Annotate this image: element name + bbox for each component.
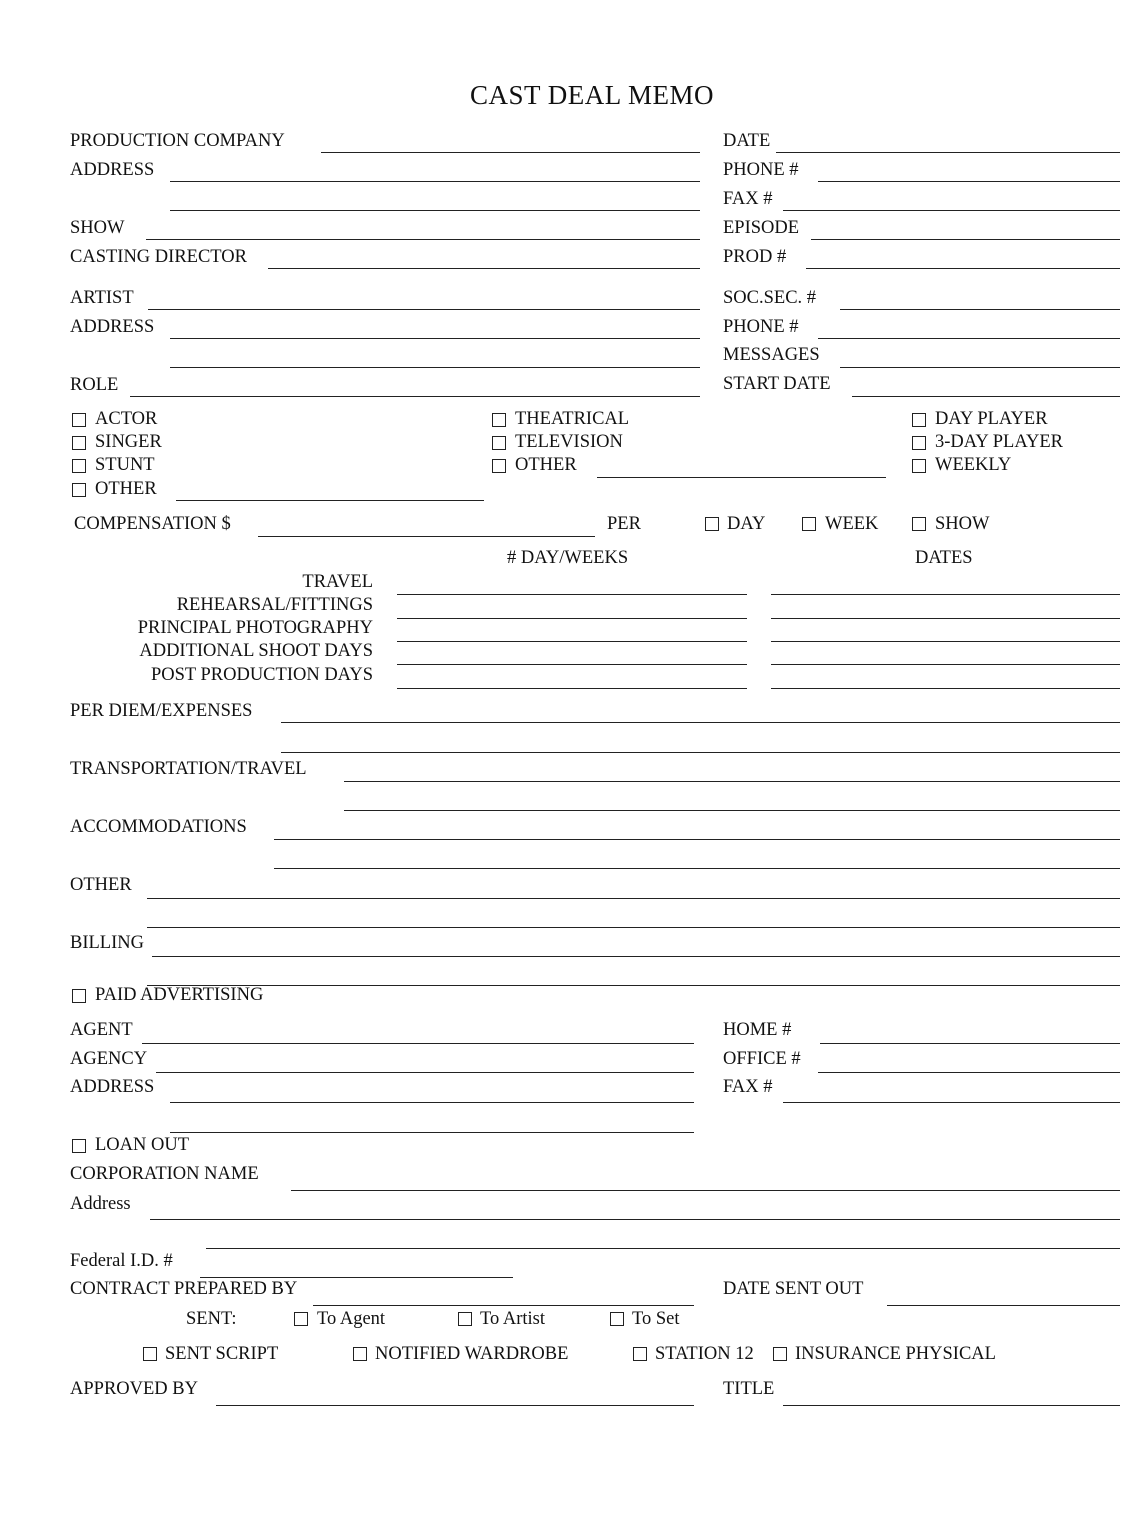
per-week-checkbox[interactable]: [802, 517, 816, 531]
start-date-label: START DATE: [723, 374, 831, 394]
sent-to-artist-label: To Artist: [480, 1309, 546, 1329]
sent-to-set-checkbox[interactable]: [610, 1312, 624, 1326]
principal-photography-days-field[interactable]: [397, 641, 747, 642]
corporation-name-label: CORPORATION NAME: [70, 1164, 259, 1184]
other-media-field[interactable]: [597, 477, 886, 478]
compensation-field[interactable]: [258, 536, 595, 537]
episode-field[interactable]: [811, 239, 1120, 240]
contract-prepared-by-label: CONTRACT PREPARED BY: [70, 1279, 298, 1299]
prod-number-label: PROD #: [723, 247, 787, 267]
sent-to-agent-label: To Agent: [317, 1309, 386, 1329]
per-label: PER: [607, 514, 641, 534]
singer-label: SINGER: [95, 432, 162, 452]
approved-title-label: TITLE: [723, 1379, 775, 1399]
actor-checkbox[interactable]: [72, 413, 86, 427]
travel-days-field[interactable]: [397, 594, 747, 595]
production-phone-label: PHONE #: [723, 160, 799, 180]
messages-label: MESSAGES: [723, 345, 820, 365]
singer-checkbox[interactable]: [72, 436, 86, 450]
three-day-player-label: 3-DAY PLAYER: [935, 432, 1063, 452]
rehearsal-days-field[interactable]: [397, 618, 747, 619]
sent-script-checkbox[interactable]: [143, 1347, 157, 1361]
other-media-checkbox[interactable]: [492, 459, 506, 473]
per-week-label: WEEK: [825, 514, 879, 534]
artist-field[interactable]: [148, 309, 700, 310]
soc-sec-label: SOC.SEC. #: [723, 288, 817, 308]
dates-header: DATES: [915, 548, 973, 568]
production-company-label: PRODUCTION COMPANY: [70, 131, 285, 151]
insurance-physical-label: INSURANCE PHYSICAL: [795, 1344, 996, 1364]
agent-fax-label: FAX #: [723, 1077, 773, 1097]
post-production-days-field[interactable]: [397, 688, 747, 689]
actor-label: ACTOR: [95, 409, 158, 429]
per-diem-field-2[interactable]: [281, 752, 1120, 753]
other-media-label: OTHER: [515, 455, 577, 475]
television-checkbox[interactable]: [492, 436, 506, 450]
rehearsal-dates-field[interactable]: [771, 618, 1120, 619]
day-player-checkbox[interactable]: [912, 413, 926, 427]
travel-label: TRAVEL: [302, 572, 373, 592]
station-12-label: STATION 12: [655, 1344, 754, 1364]
stunt-checkbox[interactable]: [72, 459, 86, 473]
other-role-checkbox[interactable]: [72, 483, 86, 497]
agent-label: AGENT: [70, 1020, 133, 1040]
corporation-address-field-1[interactable]: [150, 1219, 1120, 1220]
artist-address-field-1[interactable]: [170, 338, 700, 339]
date-sent-out-label: DATE SENT OUT: [723, 1279, 864, 1299]
transportation-field-1[interactable]: [344, 781, 1120, 782]
other-terms-field-1[interactable]: [147, 898, 1120, 899]
per-show-label: SHOW: [935, 514, 990, 534]
notified-wardrobe-checkbox[interactable]: [353, 1347, 367, 1361]
agent-field[interactable]: [142, 1043, 694, 1044]
per-show-checkbox[interactable]: [912, 517, 926, 531]
corporation-name-field[interactable]: [291, 1190, 1120, 1191]
sent-to-set-label: To Set: [632, 1309, 680, 1329]
agent-office-label: OFFICE #: [723, 1049, 801, 1069]
artist-phone-field[interactable]: [818, 338, 1120, 339]
sent-label: SENT:: [186, 1309, 237, 1329]
station-12-checkbox[interactable]: [633, 1347, 647, 1361]
messages-field[interactable]: [840, 367, 1120, 368]
per-day-label: DAY: [727, 514, 766, 534]
billing-field-2[interactable]: [147, 985, 1120, 986]
notified-wardrobe-label: NOTIFIED WARDROBE: [375, 1344, 569, 1364]
sent-script-label: SENT SCRIPT: [165, 1344, 279, 1364]
production-phone-field[interactable]: [818, 181, 1120, 182]
day-player-label: DAY PLAYER: [935, 409, 1048, 429]
post-production-label: POST PRODUCTION DAYS: [150, 665, 373, 685]
additional-shoot-dates-field[interactable]: [771, 664, 1120, 665]
billing-field-1[interactable]: [152, 956, 1120, 957]
sent-to-artist-checkbox[interactable]: [458, 1312, 472, 1326]
other-role-label: OTHER: [95, 479, 157, 499]
casting-director-label: CASTING DIRECTOR: [70, 247, 247, 267]
agent-office-field[interactable]: [818, 1072, 1120, 1073]
prod-number-field[interactable]: [806, 268, 1120, 269]
per-diem-label: PER DIEM/EXPENSES: [70, 701, 253, 721]
approved-by-label: APPROVED BY: [70, 1379, 198, 1399]
loan-out-checkbox[interactable]: [72, 1139, 86, 1153]
artist-label: ARTIST: [70, 288, 134, 308]
agent-address-field-2[interactable]: [170, 1132, 694, 1133]
other-terms-label: OTHER: [70, 875, 132, 895]
agent-address-label: ADDRESS: [70, 1077, 155, 1097]
television-label: TELEVISION: [515, 432, 623, 452]
stunt-label: STUNT: [95, 455, 155, 475]
paid-advertising-label: PAID ADVERTISING: [95, 985, 264, 1005]
artist-address-label: ADDRESS: [70, 317, 155, 337]
agent-home-label: HOME #: [723, 1020, 792, 1040]
weekly-checkbox[interactable]: [912, 459, 926, 473]
artist-phone-label: PHONE #: [723, 317, 799, 337]
agent-fax-field[interactable]: [783, 1102, 1120, 1103]
production-address-field-2[interactable]: [170, 210, 700, 211]
episode-label: EPISODE: [723, 218, 800, 238]
agency-field[interactable]: [156, 1072, 694, 1073]
corporation-address-label: Address: [70, 1194, 131, 1214]
accommodations-field-1[interactable]: [274, 839, 1120, 840]
production-fax-field[interactable]: [783, 210, 1120, 211]
soc-sec-field[interactable]: [840, 309, 1120, 310]
federal-id-label: Federal I.D. #: [70, 1251, 173, 1271]
theatrical-label: THEATRICAL: [515, 409, 630, 429]
production-company-field[interactable]: [321, 152, 700, 153]
compensation-label: COMPENSATION $: [74, 514, 231, 534]
three-day-player-checkbox[interactable]: [912, 436, 926, 450]
production-address-label: ADDRESS: [70, 160, 155, 180]
start-date-field[interactable]: [852, 396, 1120, 397]
casting-director-field[interactable]: [268, 268, 700, 269]
show-label: SHOW: [70, 218, 125, 238]
weekly-label: WEEKLY: [935, 455, 1012, 475]
role-label: ROLE: [70, 375, 119, 395]
approved-by-field[interactable]: [216, 1405, 694, 1406]
page-title: CAST DEAL MEMO: [470, 80, 715, 110]
role-field[interactable]: [130, 396, 700, 397]
date-field[interactable]: [776, 152, 1120, 153]
travel-dates-field[interactable]: [771, 594, 1120, 595]
artist-address-field-2[interactable]: [170, 367, 700, 368]
per-day-checkbox[interactable]: [705, 517, 719, 531]
paid-advertising-checkbox[interactable]: [72, 989, 86, 1003]
date-label: DATE: [723, 131, 771, 151]
additional-shoot-label: ADDITIONAL SHOOT DAYS: [139, 641, 373, 661]
additional-shoot-days-field[interactable]: [397, 664, 747, 665]
billing-label: BILLING: [70, 933, 144, 953]
contract-prepared-by-field[interactable]: [313, 1305, 694, 1306]
principal-photography-label: PRINCIPAL PHOTOGRAPHY: [137, 618, 373, 638]
accommodations-label: ACCOMMODATIONS: [70, 817, 247, 837]
corporation-address-field-2[interactable]: [206, 1248, 1120, 1249]
transportation-field-2[interactable]: [344, 810, 1120, 811]
sent-to-agent-checkbox[interactable]: [294, 1312, 308, 1326]
rehearsal-label: REHEARSAL/FITTINGS: [176, 595, 373, 615]
accommodations-field-2[interactable]: [274, 868, 1120, 869]
date-sent-out-field[interactable]: [887, 1305, 1120, 1306]
insurance-physical-checkbox[interactable]: [773, 1347, 787, 1361]
per-diem-field-1[interactable]: [281, 722, 1120, 723]
show-field[interactable]: [146, 239, 700, 240]
other-role-field[interactable]: [176, 500, 484, 501]
production-fax-label: FAX #: [723, 189, 773, 209]
principal-photography-dates-field[interactable]: [771, 641, 1120, 642]
post-production-dates-field[interactable]: [771, 688, 1120, 689]
production-address-field-1[interactable]: [170, 181, 700, 182]
agency-label: AGENCY: [70, 1049, 148, 1069]
theatrical-checkbox[interactable]: [492, 413, 506, 427]
agent-address-field-1[interactable]: [170, 1102, 694, 1103]
agent-home-field[interactable]: [820, 1043, 1120, 1044]
days-weeks-header: # DAY/WEEKS: [507, 548, 629, 568]
approved-title-field[interactable]: [783, 1405, 1120, 1406]
other-terms-field-2[interactable]: [147, 927, 1120, 928]
loan-out-label: LOAN OUT: [95, 1135, 190, 1155]
transportation-label: TRANSPORTATION/TRAVEL: [70, 759, 307, 779]
